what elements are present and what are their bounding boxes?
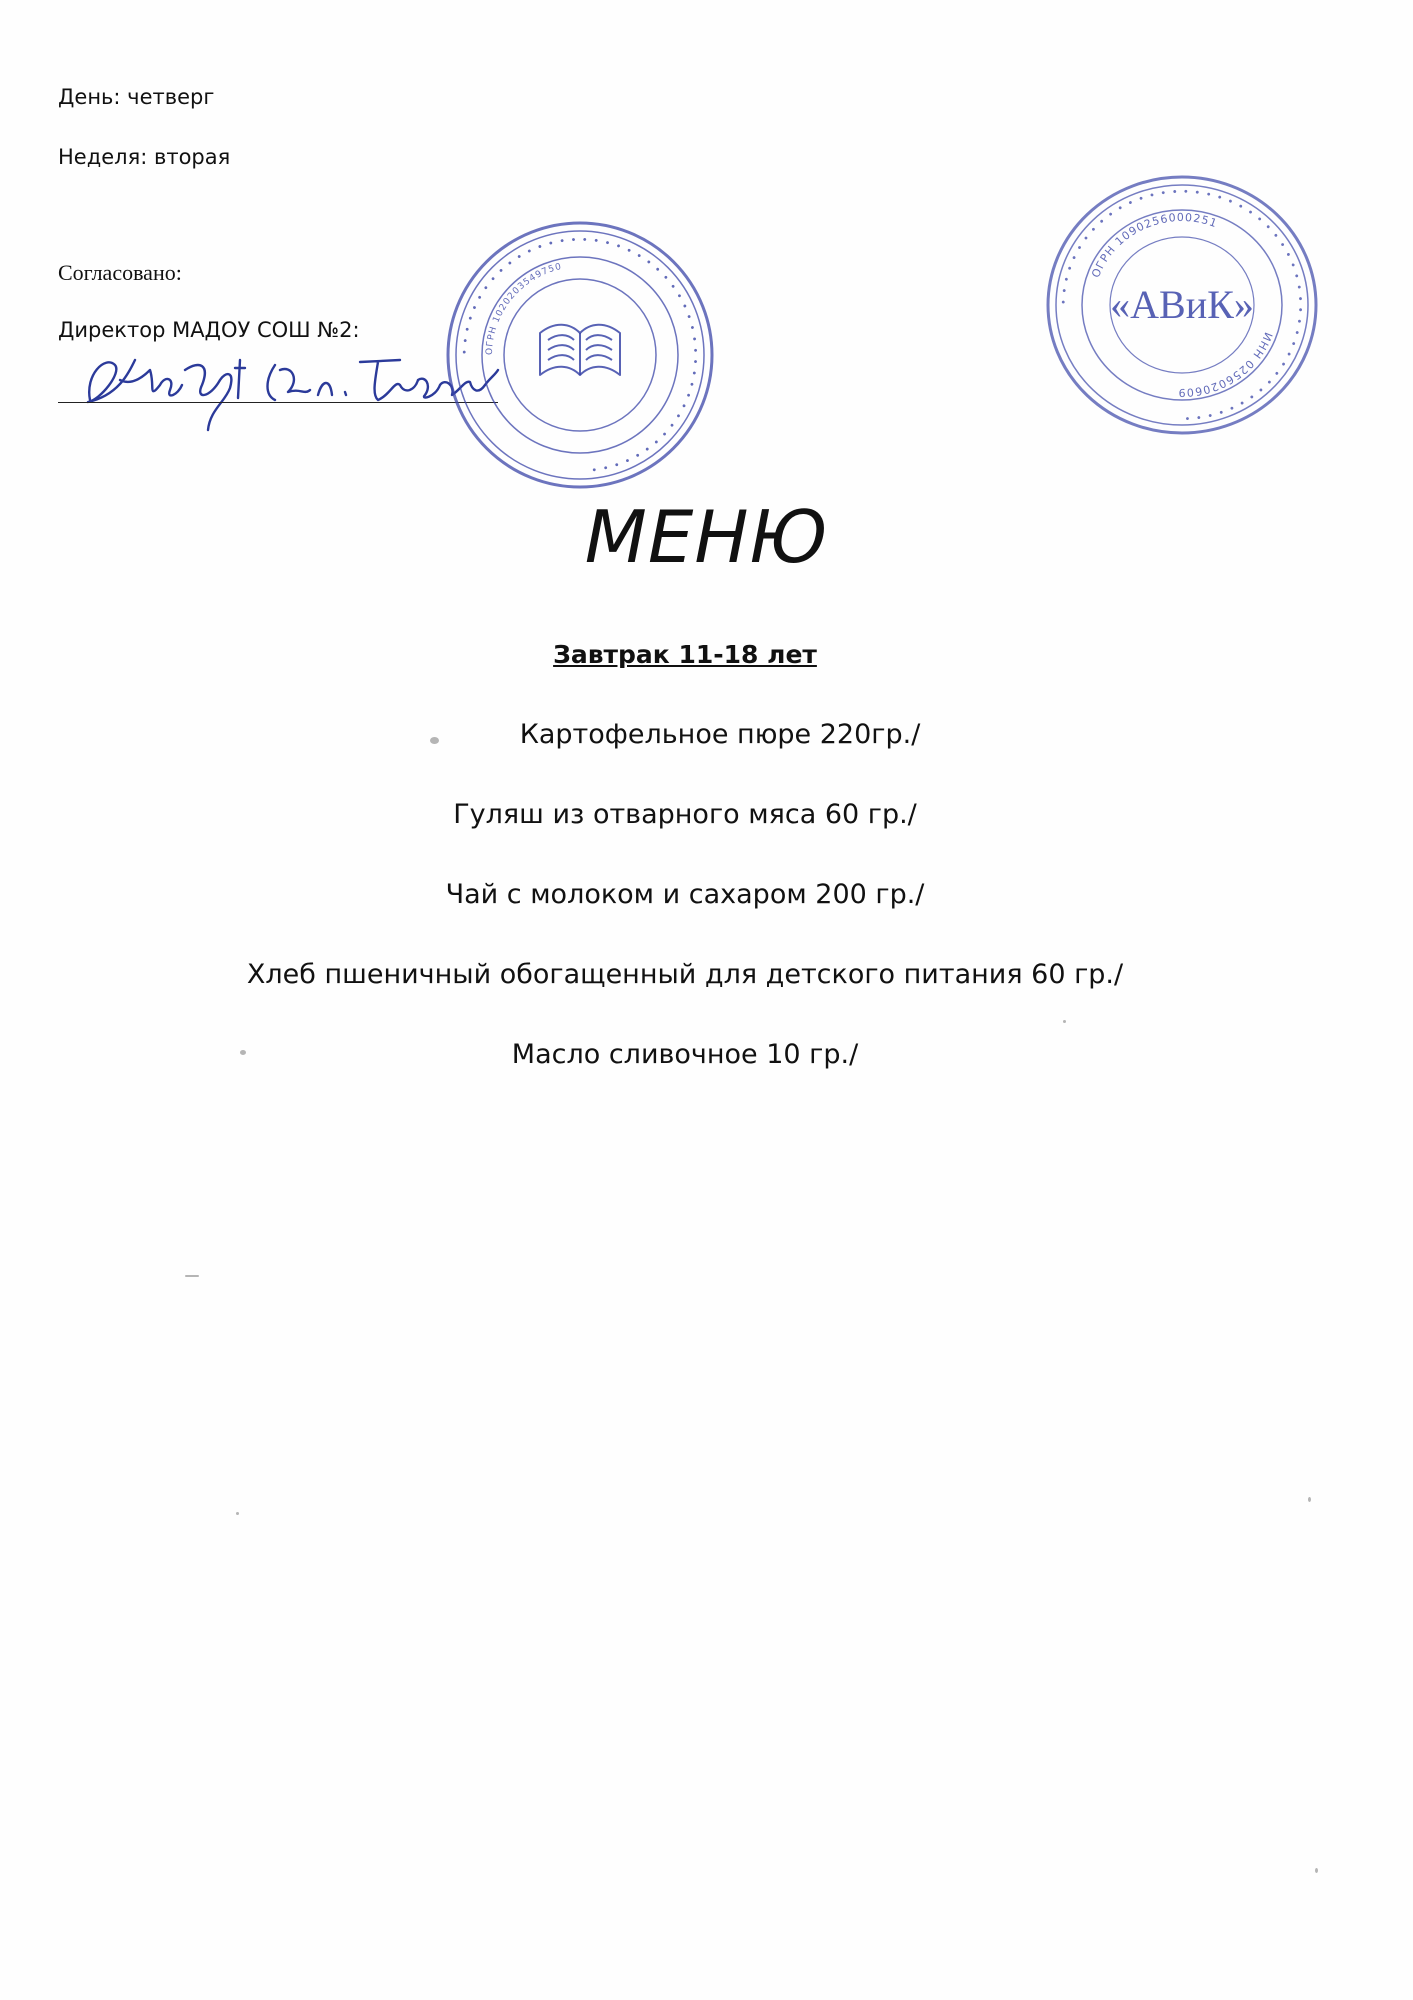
scan-speck xyxy=(236,1512,239,1515)
scan-speck xyxy=(1063,1020,1066,1023)
avik-stamp xyxy=(1040,170,1325,440)
svg-text:• • • • • • • • • • • • • • •: • • • • • • • • • • • • • • • • • • • • • • • • • • • • • • • • • • • • • • • • • • • • • • • xyxy=(459,234,701,475)
breakfast-heading: Завтрак 11-18 лет xyxy=(553,640,817,669)
avik-stamp-ogrn: ОГРН 1090256000251 xyxy=(1089,210,1220,280)
school-stamp-ogrn: ОГРН 1020203549750 xyxy=(484,261,564,356)
director-label: Директор МАДОУ СОШ №2: xyxy=(58,318,360,342)
avik-stamp-inn: ИНН 0256020609 xyxy=(1177,330,1275,400)
menu-list xyxy=(0,710,1370,1110)
week-label: Неделя: вторая xyxy=(58,145,231,169)
menu-item: Картофельное пюре 220гр./ xyxy=(519,719,921,750)
avik-stamp-name: «АВиК» xyxy=(1110,282,1254,327)
menu-item: Гуляш из отварного мяса 60 гр./ xyxy=(453,799,917,830)
page-title: МЕНЮ xyxy=(584,495,829,579)
menu-item: Масло сливочное 10 гр./ xyxy=(511,1039,859,1070)
scan-speck xyxy=(430,737,439,744)
signature-line xyxy=(58,402,498,403)
scan-speck xyxy=(240,1050,246,1055)
svg-text:• • • • • • • • • • • • • • •: • • • • • • • • • • • • • • • • • • • • • • • • • • • • • • • • • • • • • • • • • • • • • • • • xyxy=(1058,186,1306,424)
school-stamp xyxy=(440,215,720,495)
menu-item: Хлеб пшеничный обогащенный для детского питания 60 гр./ xyxy=(246,959,1124,990)
menu-item: Чай с молоком и сахаром 200 гр./ xyxy=(445,879,925,910)
scan-speck xyxy=(185,1275,199,1277)
handwritten-signature xyxy=(60,340,500,435)
day-label: День: четверг xyxy=(58,85,215,109)
agreed-label: Согласовано: xyxy=(58,260,182,285)
scan-speck xyxy=(1315,1868,1318,1873)
scan-speck xyxy=(1308,1497,1311,1502)
